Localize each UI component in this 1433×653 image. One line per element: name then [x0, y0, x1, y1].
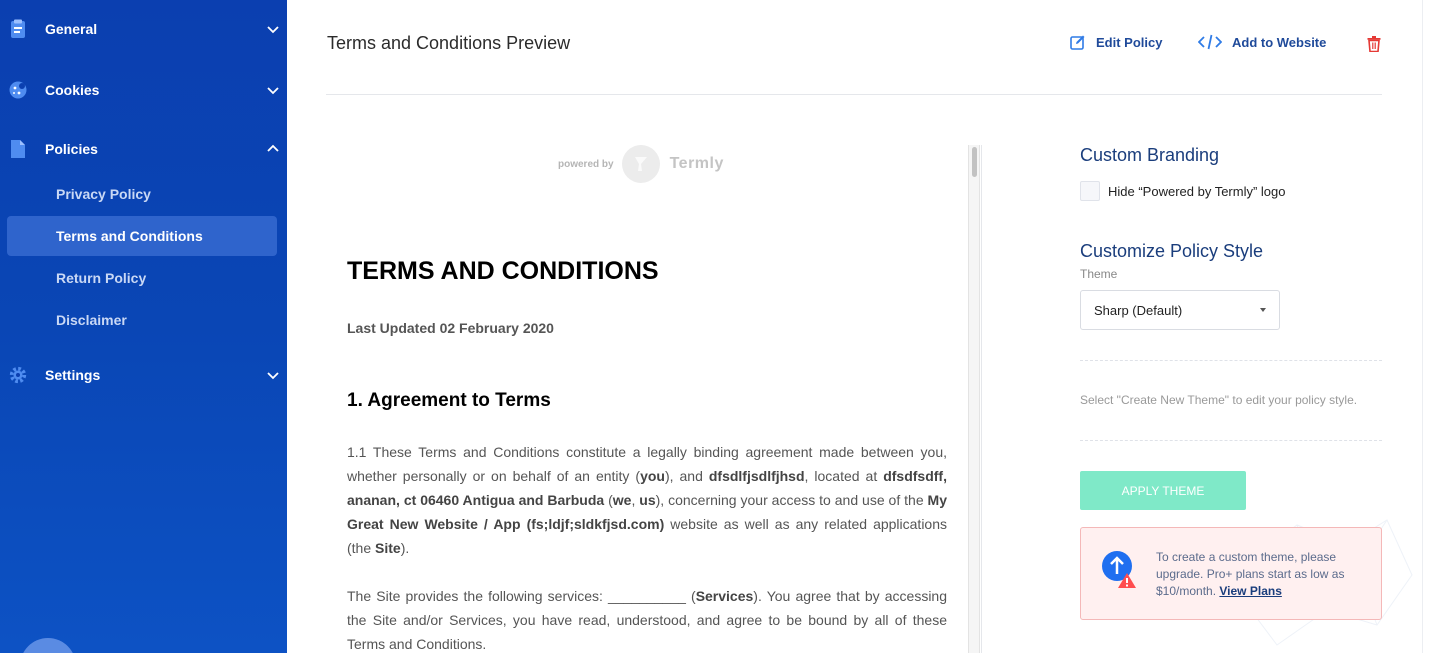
hide-logo-option[interactable] — [1080, 181, 1286, 201]
theme-select[interactable] — [1080, 290, 1280, 330]
theme-select-value: Sharp (Default) — [1094, 302, 1183, 318]
upgrade-icon — [1101, 550, 1137, 590]
chevron-up-icon — [266, 142, 280, 156]
sidebar-item-return-policy[interactable]: Return Policy — [56, 270, 147, 286]
sidebar-group-policies[interactable] — [0, 129, 287, 169]
gear-icon — [8, 365, 28, 385]
sidebar-item-privacy-policy[interactable]: Privacy Policy — [56, 186, 151, 202]
chevron-down-icon — [266, 83, 280, 97]
powered-by-text: powered by — [558, 158, 614, 170]
paragraph-services: The Site provides the following services: __________ (Services). You agree that by accessing the Site and/or Services, you have read, understood, and agree to be bound by all of these Terms and Conditions. — [347, 588, 948, 652]
sidebar-item-terms-and-conditions[interactable]: Terms and Conditions — [7, 216, 277, 256]
add-to-website-label: Add to Website — [1232, 34, 1327, 50]
main-content — [287, 0, 1433, 653]
page-title: Terms and Conditions Preview — [327, 33, 571, 53]
last-updated: Last Updated 02 February 2020 — [347, 320, 554, 336]
policy-preview — [327, 145, 967, 653]
view-plans-link[interactable]: View Plans — [1219, 584, 1282, 598]
panel-divider — [981, 145, 982, 653]
termly-logo-icon — [622, 145, 660, 183]
chevron-down-icon — [266, 368, 280, 382]
edit-icon — [1070, 34, 1086, 50]
clipboard-icon — [8, 19, 28, 39]
add-to-website-button[interactable] — [1198, 34, 1326, 50]
sidebar-group-cookies[interactable] — [0, 70, 287, 110]
sidebar-group-label: Cookies — [45, 82, 100, 98]
termly-brand: Termly — [669, 155, 724, 172]
sidebar-item-disclaimer[interactable]: Disclaimer — [56, 312, 127, 328]
trash-icon[interactable] — [1367, 36, 1381, 52]
right-edge-divider — [1422, 0, 1423, 653]
cookie-icon — [8, 80, 28, 100]
apply-theme-button[interactable]: APPLY THEME — [1080, 471, 1246, 510]
upgrade-notice — [1080, 527, 1382, 620]
sidebar-group-label: General — [45, 21, 98, 37]
hide-logo-label: Hide “Powered by Termly” logo — [1108, 183, 1286, 199]
sidebar-group-settings[interactable] — [0, 355, 287, 395]
sidebar — [0, 0, 287, 653]
section-heading: 1. Agreement to Terms — [347, 390, 551, 411]
sidebar-group-label: Policies — [45, 141, 98, 157]
help-chat-bubble[interactable] — [20, 638, 76, 653]
document-icon — [8, 139, 28, 159]
upgrade-message: To create a custom theme, please upgrade. Pro+ plans start as low as $10/month. View Plans — [1156, 550, 1345, 598]
preview-scrollbar[interactable] — [968, 145, 980, 653]
sidebar-group-label: Settings — [45, 367, 101, 383]
document-title: TERMS AND CONDITIONS — [347, 257, 659, 285]
theme-hint: Select "Create New Theme" to edit your policy style. — [1080, 393, 1358, 407]
edit-policy-button[interactable] — [1070, 34, 1162, 50]
custom-branding-title: Custom Branding — [1080, 145, 1220, 165]
code-icon — [1198, 34, 1222, 50]
header-divider — [326, 94, 1382, 95]
hide-logo-checkbox[interactable] — [1080, 181, 1100, 201]
paragraph-agreement: 1.1 These Terms and Conditions constitute a legally binding agreement made between you, whether personally or on behalf of an entity (you), and dfsdlfjsdlfjhsd, located at dfsdfsdff, ananan, ct 06460 Antigua and Barbuda (we, us), concerning your access to and use of the My Great New Website / App (fs;ldjf;sldkfjsd.com) website as well as any related applications (the Site). — [347, 444, 948, 556]
edit-policy-label: Edit Policy — [1096, 34, 1163, 50]
theme-label: Theme — [1080, 267, 1118, 281]
dashed-divider — [1080, 360, 1382, 361]
sidebar-group-general[interactable] — [0, 9, 287, 49]
powered-by-termly — [558, 145, 724, 183]
scrollbar-thumb[interactable] — [972, 147, 977, 177]
caret-down-icon — [1260, 308, 1266, 312]
customize-style-title: Customize Policy Style — [1080, 241, 1264, 261]
chevron-down-icon — [266, 22, 280, 36]
dashed-divider — [1080, 440, 1382, 441]
